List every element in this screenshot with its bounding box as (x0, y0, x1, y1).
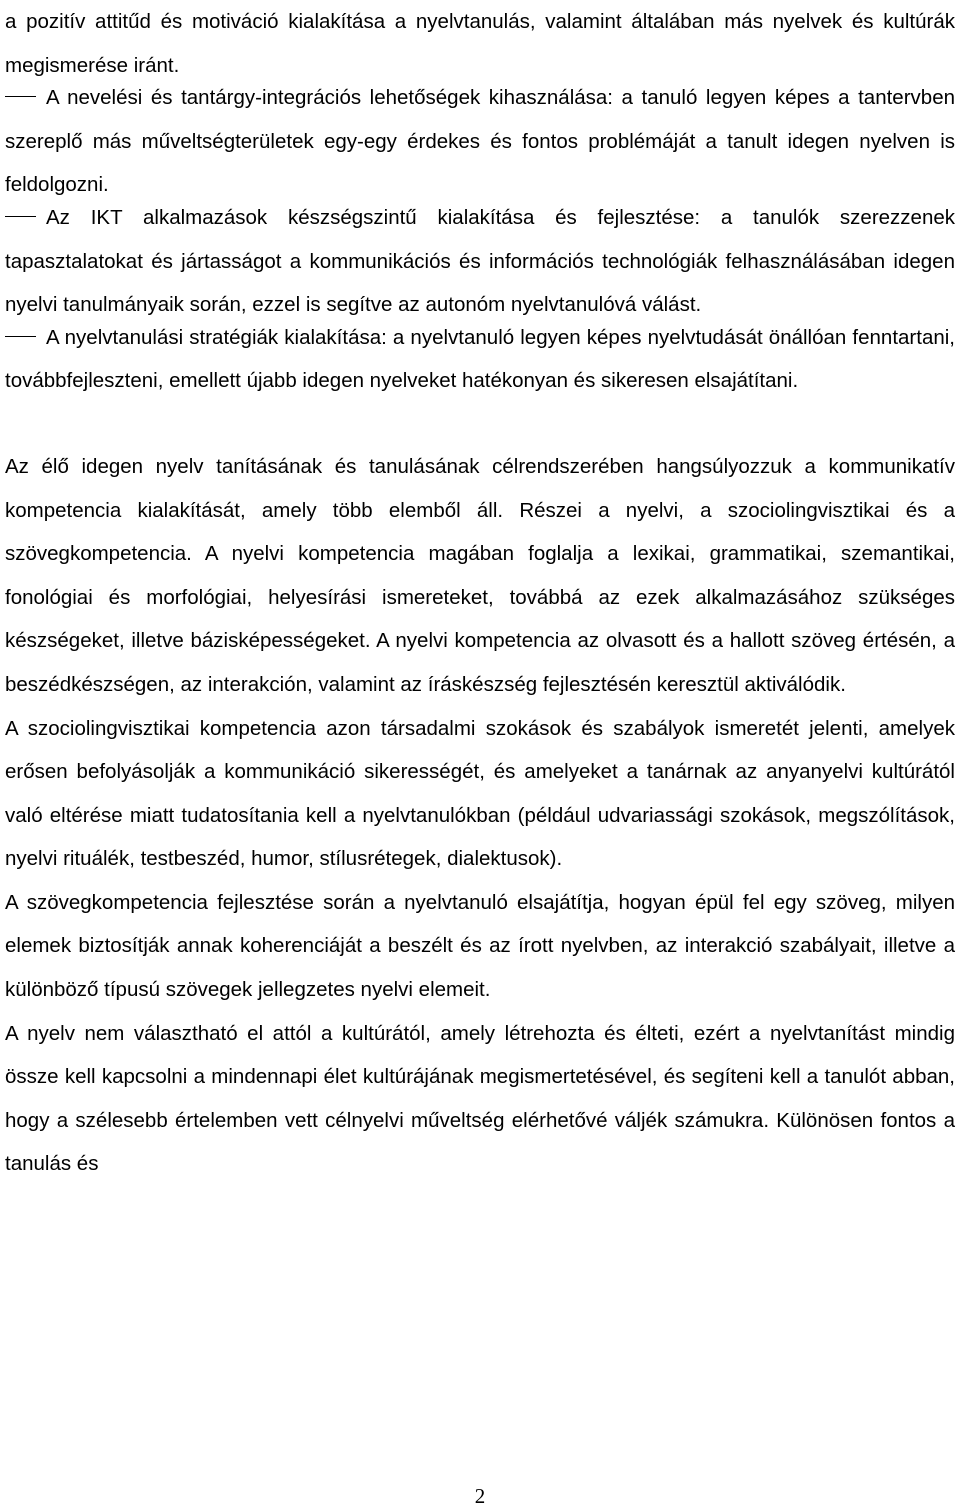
body-paragraph: A szövegkompetencia fejlesztése során a nyelvtanuló elsajátítja, hogyan épül fel egy szöveg, milyen elemek biztosítják annak koherenciáját a beszélt és az írott nyelvben, az interakció szabályait, illetve a különböző típusú szövegek jellegzetes nyelvi elemeit. (5, 890, 955, 1002)
bullet-item (5, 196, 955, 327)
bullet-item (5, 76, 955, 207)
dash-bullet-icon (5, 336, 36, 337)
dash-bullet-icon (5, 216, 36, 217)
body-paragraph: Az élő idegen nyelv tanításának és tanulásának célrendszerében hangsúlyozzuk a kommunikatív kompetencia kialakítását, amely több elemből áll. Részei a nyelvi, a szociolingvisztikai és a szövegkompetencia. A nyelvi kompetencia magában foglalja a lexikai, grammatikai, szemantikai, fonológiai és morfológiai, helyesírási ismereteket, továbbá az ezek alkalmazásához szükséges készségeket, illetve bázisképességeket. A nyelvi kompetencia az olvasott és a hallott szöveg értésén, a beszédkészségen, az interakción, valamint az íráskészség fejlesztésén keresztül aktiválódik. (5, 454, 955, 696)
bullet-text: Az IKT alkalmazások készségszintű kialakítása és fejlesztése: a tanulók szerezzenek tapasztalatokat és jártasságot a kommunikációs és információs technológiák felhasználásában idegen nyelvi tanulmányaik során, ezzel is segítve az autonóm nyelvtanulóvá válást. (5, 205, 955, 317)
dash-bullet-icon (5, 96, 36, 97)
document-page (5, 0, 955, 1186)
bullet-item (5, 316, 955, 403)
body-paragraph: A nyelv nem választható el attól a kultúrától, amely létrehozta és élteti, ezért a nyelvtanítást mindig össze kell kapcsolni a mindennapi élet kultúrájának megismertetésével, és segíteni kell a tanulót abban, hogy a szélesebb értelemben vett célnyelvi műveltség elérhetővé váljék számukra. Különösen fontos a tanulás és (5, 1021, 955, 1176)
paragraph-gap (5, 403, 955, 445)
bullet-text: A nevelési és tantárgy-integrációs lehetőségek kihasználása: a tanuló legyen képes a tantervben szereplő más műveltségterületek egy-egy érdekes és fontos problémáját a tanult idegen nyelven is feldolgozni. (5, 86, 955, 197)
bullet-text: A nyelvtanulási stratégiák kialakítása: a nyelvtanuló legyen képes nyelvtudását önállóan fenntartani, továbbfejleszteni, emellett újabb idegen nyelveket hatékonyan és sikeresen elsajátítani. (5, 325, 955, 393)
body-paragraph: A szociolingvisztikai kompetencia azon társadalmi szokások és szabályok ismeretét jelenti, amelyek erősen befolyásolják a kommunikáció sikerességét, és amelyeket a tanárnak az anyanyelvi kultúrától való eltérése miatt tudatosítania kell a nyelvtanulókban (például udvariassági szokások, megszólítások, nyelvi rituálék, testbeszéd, humor, stílusrétegek, dialektusok). (5, 716, 955, 871)
intro-continuation-paragraph: a pozitív attitűd és motiváció kialakítása a nyelvtanulás, valamint általában más nyelvek és kultúrák megismerése iránt. (5, 10, 955, 77)
page-number: 2 (474, 1484, 486, 1508)
